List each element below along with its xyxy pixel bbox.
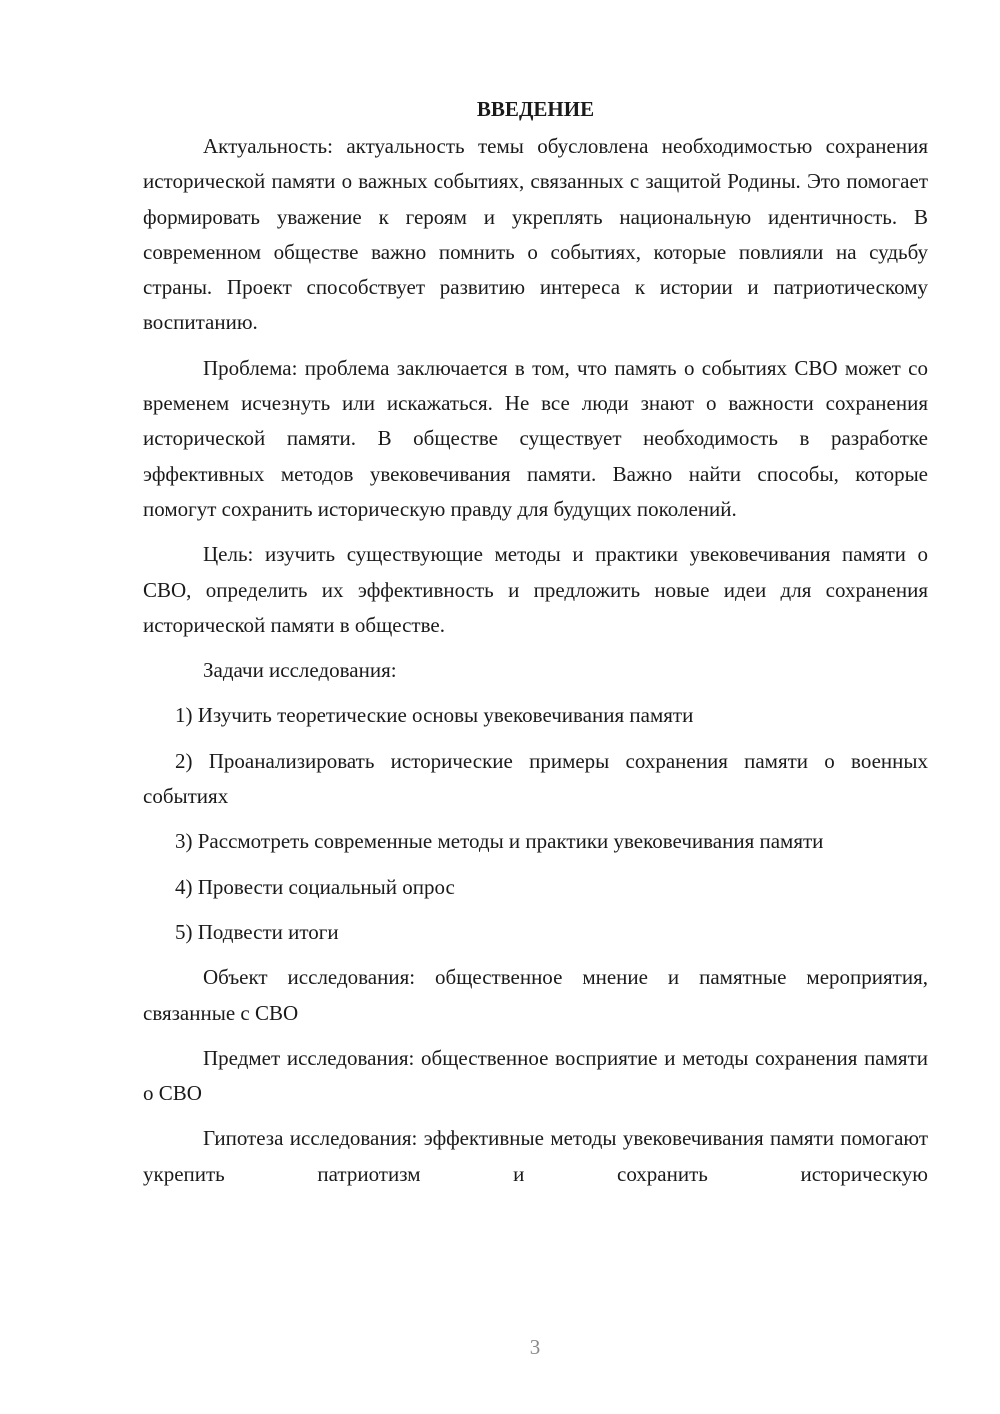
task-item-3: 3) Рассмотреть современные методы и практики увековечивания памяти (175, 829, 824, 854)
tasks-heading: Задачи исследования: (203, 658, 397, 683)
page-title: ВВЕДЕНИЕ (476, 97, 595, 121)
task-item-5: 5) Подвести итоги (175, 919, 339, 944)
task-item-2: 2) Проанализировать исторические примеры сохранения памяти о военных событиях (143, 748, 928, 809)
problem-paragraph: Проблема: проблема заключается в том, что память о событиях СВО может со временем исчезнуть или искажаться. Не все люди знают о важности сохранения исторической памяти. В обществе существует необходимость в разработке эффективных методов увековечивания памяти. Важно найти способы, которые помогут сохранить историческую правду для будущих поколений. (143, 355, 928, 521)
goal-paragraph: Цель: изучить существующие методы и практики увековечивания памяти о СВО, определить их эффективность и предложить новые идеи для сохранения исторической памяти в обществе. (143, 542, 928, 637)
research-subject-paragraph: Предмет исследования: общественное восприятие и методы сохранения памяти о СВО (143, 1045, 928, 1106)
document-page (143, 92, 928, 1202)
page-number: 3 (529, 1335, 541, 1359)
hypothesis-paragraph: Гипотеза исследования: эффективные методы увековечивания памяти помогают укрепить патриотизм и сохранить историческую (143, 1126, 928, 1186)
task-item-4: 4) Провести социальный опрос (175, 874, 455, 899)
task-item-1: 1) Изучить теоретические основы увековечивания памяти (175, 703, 694, 728)
research-object-paragraph: Объект исследования: общественное мнение и памятные мероприятия, связанные с СВО (143, 965, 928, 1025)
relevance-paragraph: Актуальность: актуальность темы обусловлена необходимостью сохранения исторической памяти о важных событиях, связанных с защитой Родины. Это помогает формировать уважение к героям и укреплять национальную идентичность. В современном обществе важно помнить о событиях, которые повлияли на судьбу страны. Проект способствует развитию интереса к истории и патриотическому воспитанию. (143, 134, 928, 335)
